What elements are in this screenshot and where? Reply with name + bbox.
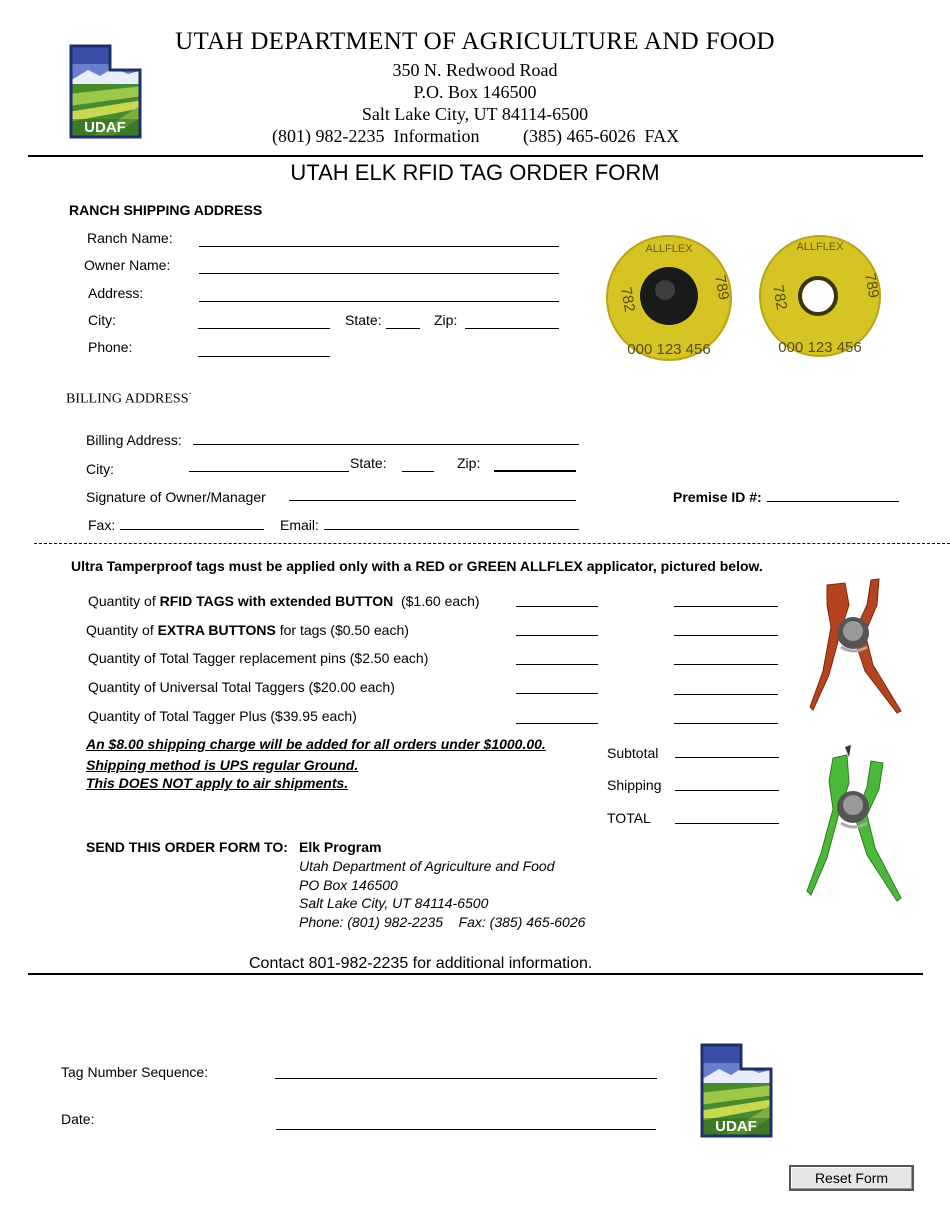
svg-text:789: 789 xyxy=(711,273,733,302)
dashed-divider xyxy=(34,543,950,544)
email-label: Email: xyxy=(280,517,319,533)
billing-zip-input[interactable] xyxy=(494,456,576,472)
form-title: UTAH ELK RFID TAG ORDER FORM xyxy=(290,160,660,185)
signature-label: Signature of Owner/Manager xyxy=(86,489,266,505)
premise-id-label: Premise ID #: xyxy=(673,489,762,505)
billing-address-label: Billing Address: xyxy=(86,432,182,448)
item-suffix: for tags ($0.50 each) xyxy=(275,622,409,638)
item-prefix: Quantity of xyxy=(88,593,160,609)
svg-text:782: 782 xyxy=(769,283,791,312)
amt-rfid-tags[interactable] xyxy=(674,592,778,607)
send-line-3: Salt Lake City, UT 84114-6500 xyxy=(299,895,489,911)
phone-info: (801) 982-2235 Information xyxy=(272,126,480,146)
qty-replacement-pins[interactable] xyxy=(516,650,598,665)
qty-tagger-plus[interactable] xyxy=(516,709,598,724)
premise-id-input[interactable] xyxy=(767,487,899,502)
svg-text:789: 789 xyxy=(861,271,883,300)
zip-label: Zip: xyxy=(434,312,458,328)
ranch-heading: RANCH SHIPPING ADDRESS xyxy=(69,202,263,218)
subtotal-label: Subtotal xyxy=(607,745,659,761)
shipping-note-1: An $8.00 shipping charge will be added for all orders under $1000.00. xyxy=(86,736,546,752)
state-input[interactable] xyxy=(386,314,420,329)
owner-name-label: Owner Name: xyxy=(84,257,171,273)
subtotal-input[interactable] xyxy=(675,743,779,758)
fax-input[interactable] xyxy=(120,515,264,530)
address-input[interactable] xyxy=(199,287,559,302)
item-tagger-plus: Quantity of Total Tagger Plus ($39.95 each) xyxy=(88,708,357,724)
billing-heading: BILLING ADDRESS· xyxy=(66,389,192,407)
address-label: Address: xyxy=(88,285,144,301)
billing-city-label: City: xyxy=(86,461,114,477)
fax-label: Fax: xyxy=(88,517,116,533)
item-extra-buttons xyxy=(86,622,409,638)
item-bold: RFID TAGS with extended BUTTON xyxy=(159,593,394,609)
logo-text: UDAF xyxy=(84,119,126,136)
contact-line: Contact 801-982-2235 for additional information. xyxy=(249,955,593,972)
date-input[interactable] xyxy=(276,1115,656,1130)
billing-heading-text: BILLING ADDRESS xyxy=(66,391,189,407)
amt-tagger-plus[interactable] xyxy=(674,709,778,724)
shipping-label: Shipping xyxy=(607,777,662,793)
logo-text: UDAF xyxy=(715,1118,757,1135)
address-line-3: Salt Lake City, UT 84114-6500 xyxy=(361,104,589,124)
send-program: Elk Program xyxy=(299,839,382,855)
header-rule xyxy=(28,155,923,157)
total-input[interactable] xyxy=(675,809,779,824)
item-prefix: Quantity of xyxy=(86,622,158,638)
reset-form-button[interactable]: Reset Form xyxy=(789,1165,914,1191)
billing-zip-label: Zip: xyxy=(457,455,481,471)
total-label: TOTAL xyxy=(607,810,651,826)
phone-input[interactable] xyxy=(198,342,330,357)
ranch-name-label: Ranch Name: xyxy=(87,230,173,246)
dept-title: UTAH DEPARTMENT OF AGRICULTURE AND FOOD xyxy=(175,28,775,55)
qty-universal-taggers[interactable] xyxy=(516,679,598,694)
send-line-4: Phone: (801) 982-2235 Fax: (385) 465-6026 xyxy=(299,914,586,930)
send-line-1: Utah Department of Agriculture and Food xyxy=(299,858,555,874)
phone-label: Phone: xyxy=(88,339,133,355)
address-line-1: 350 N. Redwood Road xyxy=(392,60,558,80)
ear-tag-image xyxy=(603,228,903,368)
billing-address-input[interactable] xyxy=(193,430,579,445)
tag-sequence-label: Tag Number Sequence: xyxy=(61,1064,209,1080)
billing-state-label: State: xyxy=(350,455,387,471)
shipping-note-3: This DOES NOT apply to air shipments. xyxy=(86,775,349,791)
item-universal-taggers: Quantity of Universal Total Taggers ($20.00 each) xyxy=(88,679,395,695)
shipping-note-2: Shipping method is UPS regular Ground. xyxy=(86,757,359,773)
city-label: City: xyxy=(88,312,116,328)
item-suffix: ($1.60 each) xyxy=(393,593,480,609)
owner-name-input[interactable] xyxy=(199,259,559,274)
date-label: Date: xyxy=(61,1111,95,1127)
svg-text:000 123 456: 000 123 456 xyxy=(627,341,711,358)
item-bold: EXTRA BUTTONS xyxy=(157,622,276,638)
svg-text:ALLFLEX: ALLFLEX xyxy=(645,243,693,255)
rfid-tag-button xyxy=(607,236,732,360)
green-applicator-image xyxy=(805,743,905,903)
shipping-input[interactable] xyxy=(675,776,779,791)
item-rfid-tags xyxy=(88,593,480,609)
send-to-label: SEND THIS ORDER FORM TO: xyxy=(86,839,288,855)
svg-text:ALLFLEX: ALLFLEX xyxy=(796,241,844,253)
ranch-name-input[interactable] xyxy=(199,232,559,247)
fax-info: (385) 465-6026 FAX xyxy=(523,126,680,146)
svg-text:782: 782 xyxy=(617,285,639,314)
qty-extra-buttons[interactable] xyxy=(516,621,598,636)
billing-state-input[interactable] xyxy=(402,457,434,472)
address-line-2: P.O. Box 146500 xyxy=(413,82,537,102)
billing-city-input[interactable] xyxy=(189,457,349,472)
udaf-logo-bottom xyxy=(699,1043,774,1138)
qty-rfid-tags[interactable] xyxy=(516,592,598,607)
applicator-notice: Ultra Tamperproof tags must be applied only with a RED or GREEN ALLFLEX applicator, pictured below. xyxy=(71,558,763,574)
item-replacement-pins: Quantity of Total Tagger replacement pins ($2.50 each) xyxy=(88,650,429,666)
amt-universal-taggers[interactable] xyxy=(674,680,778,695)
amt-replacement-pins[interactable] xyxy=(674,650,778,665)
city-input[interactable] xyxy=(198,314,330,329)
footer-rule xyxy=(28,973,923,975)
send-line-2: PO Box 146500 xyxy=(299,877,398,893)
red-applicator-image xyxy=(805,575,905,715)
rfid-tag-back xyxy=(760,236,882,356)
zip-input[interactable] xyxy=(465,314,559,329)
amt-extra-buttons[interactable] xyxy=(674,621,778,636)
signature-input[interactable] xyxy=(289,486,576,501)
svg-text:000 123 456: 000 123 456 xyxy=(778,339,862,356)
tag-sequence-input[interactable] xyxy=(275,1064,657,1079)
email-input[interactable] xyxy=(324,515,579,530)
state-label: State: xyxy=(345,312,382,328)
